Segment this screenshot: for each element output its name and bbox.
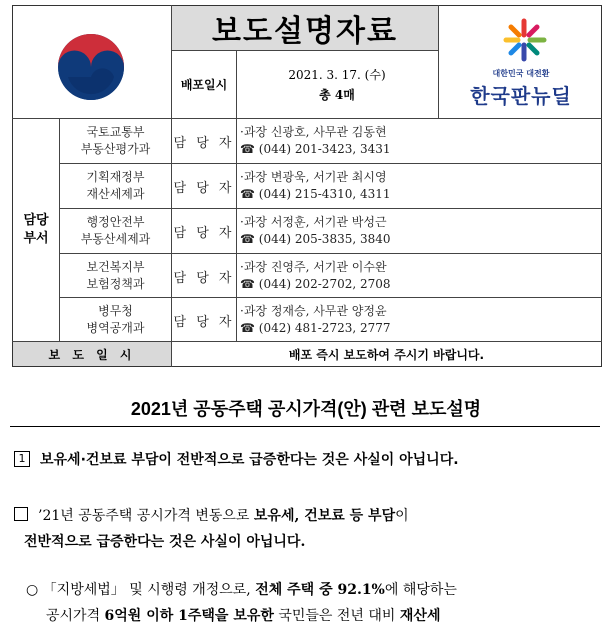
bullet-text: 「지방세법」 및 시행령 개정으로, bbox=[42, 582, 256, 598]
page-title: 보도설명자료 bbox=[172, 6, 438, 50]
contact-names: ·과장 신광호, 사무관 김동현 bbox=[240, 125, 387, 139]
contact-role: 담 당 자 bbox=[173, 270, 235, 286]
contact-info bbox=[240, 164, 600, 208]
section-number: 1 bbox=[14, 451, 30, 467]
contact-phone: ☎ (044) 201-3423, 3431 bbox=[240, 142, 391, 156]
contact-names: ·과장 서정훈, 서기관 박성근 bbox=[240, 215, 387, 229]
ministry-name: 국토교통부 bbox=[86, 125, 145, 139]
checkbox-square-icon bbox=[14, 507, 28, 521]
department-cell bbox=[60, 119, 171, 163]
contact-phone: ☎ (044) 205-3835, 3840 bbox=[240, 232, 391, 246]
section-title: 보유세·건보료 부담이 전반적으로 급증한다는 것은 사실이 아닙니다. bbox=[40, 452, 459, 468]
bullet-text: 에 해당하는 bbox=[384, 582, 457, 598]
ministry-name: 기획재정부 bbox=[86, 170, 145, 184]
bullet-emphasis: 재산세 bbox=[399, 608, 441, 624]
contact-info bbox=[240, 119, 600, 163]
brand-tagline: 대한민국 대전환 bbox=[492, 69, 550, 78]
paragraph-emphasis: 전반적으로 급증한다는 것은 사실이 아닙니다. bbox=[24, 534, 306, 550]
division-name: 부동산평가과 bbox=[80, 142, 151, 156]
department-cell bbox=[60, 298, 171, 342]
body-paragraph bbox=[14, 503, 604, 555]
ministry-name: 행정안전부 bbox=[86, 215, 145, 229]
page-count: 총 4매 bbox=[319, 87, 355, 102]
ministry-name: 보건복지부 bbox=[86, 260, 145, 274]
division-name: 보험정책과 bbox=[86, 277, 145, 291]
contact-names: ·과장 정재승, 사무관 양정윤 bbox=[240, 304, 387, 318]
distribution-label: 배포일시 bbox=[180, 78, 228, 92]
bullet-text: 국민들은 전년 대비 bbox=[273, 608, 400, 624]
bullet-paragraph bbox=[26, 577, 610, 629]
contact-info bbox=[240, 209, 600, 253]
contact-names: ·과장 진영주, 서기관 이수완 bbox=[240, 260, 387, 274]
headline-underline bbox=[10, 426, 600, 427]
contact-role: 담 당 자 bbox=[173, 225, 235, 241]
division-name: 병역공개과 bbox=[86, 321, 145, 335]
department-cell bbox=[60, 164, 171, 208]
distribution-date: 2021. 3. 17. (수) bbox=[288, 67, 386, 82]
contact-role: 담 당 자 bbox=[173, 135, 235, 151]
contact-info bbox=[240, 298, 600, 342]
bullet-emphasis: 전체 주택 중 92.1% bbox=[255, 582, 385, 598]
brand-name: 한국판뉴딜 bbox=[470, 84, 572, 108]
contact-phone: ☎ (044) 215-4310, 4311 bbox=[240, 187, 391, 201]
contact-role: 담 당 자 bbox=[173, 314, 235, 330]
contact-names: ·과장 변광욱, 서기관 최시영 bbox=[240, 170, 387, 184]
release-time-text: 배포 즉시 보도하여 주시기 바랍니다. bbox=[288, 347, 485, 362]
bullet-text: 공시가격 bbox=[46, 608, 105, 624]
contact-phone: ☎ (044) 202-2702, 2708 bbox=[240, 277, 391, 291]
departments-label: 담당 부서 bbox=[23, 213, 49, 246]
bullet-circle-icon: ○ bbox=[26, 582, 39, 598]
bullet-emphasis: 을 보유한 bbox=[214, 608, 274, 624]
contact-info bbox=[240, 254, 600, 298]
bullet-emphasis: 6억원 이하 1주택 bbox=[104, 608, 215, 624]
paragraph-text: ’21년 공동주택 공시가격 변동으로 bbox=[38, 508, 254, 524]
paragraph-emphasis: 보유세, 건보료 등 부담 bbox=[253, 508, 396, 524]
distribution-info bbox=[237, 51, 437, 118]
section-heading bbox=[14, 449, 609, 469]
paragraph-text: 이 bbox=[395, 508, 409, 524]
document-headline: 2021년 공동주택 공시가격(안) 관련 보도설명 bbox=[130, 399, 482, 419]
division-name: 재산세제과 bbox=[86, 187, 145, 201]
contact-phone: ☎ (042) 481-2723, 2777 bbox=[240, 321, 391, 335]
ministry-name: 병무청 bbox=[98, 304, 133, 318]
grid-line bbox=[438, 5, 439, 119]
contact-role: 담 당 자 bbox=[173, 180, 235, 196]
korean-new-deal-logo-icon bbox=[498, 15, 550, 65]
department-cell bbox=[60, 254, 171, 298]
release-time-label: 보 도 일 시 bbox=[13, 342, 171, 366]
department-cell bbox=[60, 209, 171, 253]
government-emblem-logo bbox=[48, 24, 134, 110]
division-name: 부동산세제과 bbox=[80, 232, 151, 246]
